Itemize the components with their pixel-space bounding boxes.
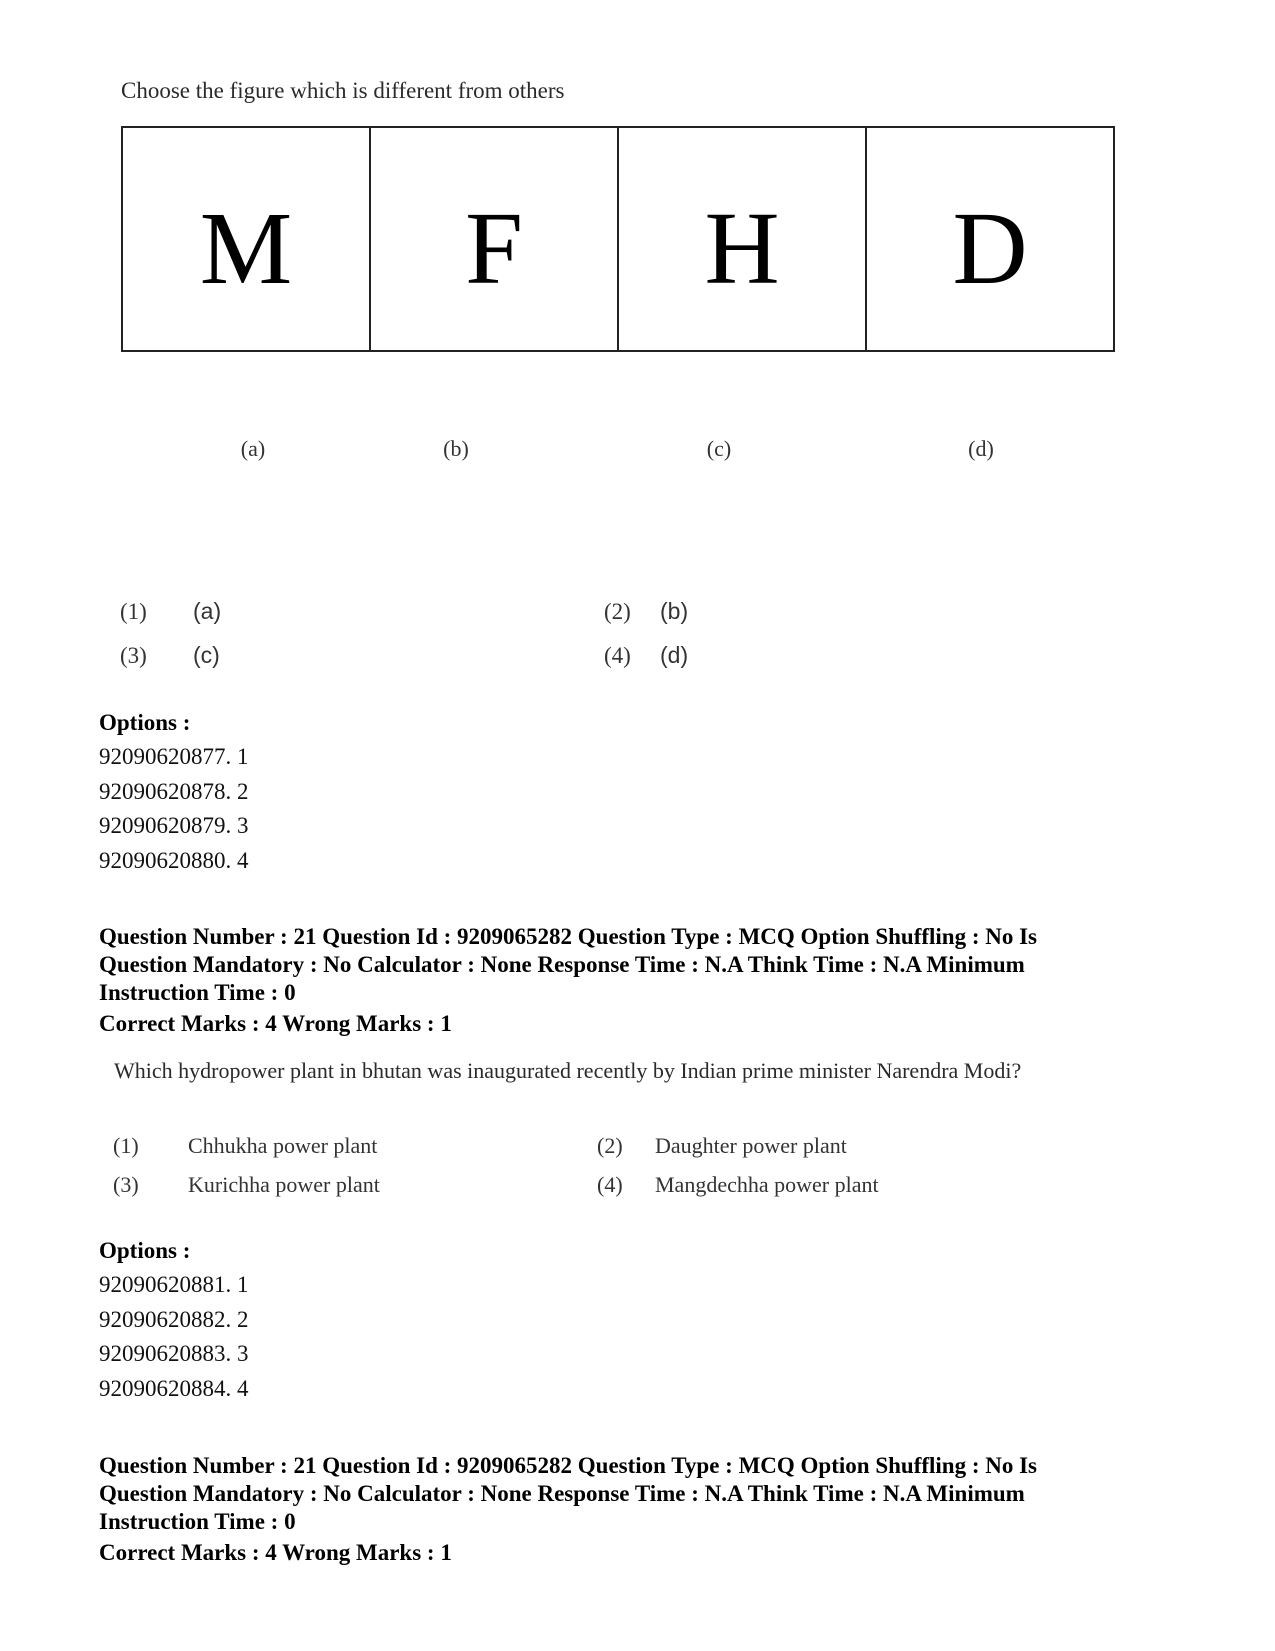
choice-number: (2)	[597, 1133, 623, 1158]
figure-d: D	[952, 191, 1028, 306]
choice-value: Kurichha power plant	[188, 1172, 380, 1197]
option-line: 92090620878. 2	[99, 779, 249, 804]
choice-number: (3)	[120, 643, 147, 668]
choice-number: (4)	[597, 1172, 623, 1197]
question-text: Which hydropower plant in bhutan was inaugurated recently by Indian prime minister Narendra Modi?	[114, 1058, 1022, 1083]
question-marks: Correct Marks : 4 Wrong Marks : 1	[99, 1011, 452, 1036]
figure-label-d: (d)	[968, 436, 994, 461]
choice-value: (b)	[660, 598, 689, 624]
choice-number: (4)	[604, 643, 631, 668]
figure-label-a: (a)	[240, 436, 266, 461]
figure-grid	[121, 126, 1115, 352]
choice-value: Daughter power plant	[655, 1133, 847, 1158]
choice-value: Chhukha power plant	[188, 1133, 378, 1158]
choice-number: (1)	[120, 599, 147, 624]
choice-number: (3)	[113, 1172, 139, 1197]
option-line: 92090620879. 3	[99, 813, 249, 838]
question-meta: Question Number : 21 Question Id : 9209065282 Question Type : MCQ Option Shuffling : No Is Question Mandatory : No Calculator : None Response Time : N.A Think Time : N.A Minimum Instruction Time : 0	[99, 1453, 1038, 1534]
figure-b: F	[371, 128, 619, 350]
option-line: 92090620880. 4	[99, 848, 249, 873]
option-line: 92090620882. 2	[99, 1307, 249, 1332]
choice-number: (1)	[113, 1133, 139, 1158]
choice-value: Mangdechha power plant	[655, 1172, 879, 1197]
options-heading: Options :	[99, 1238, 191, 1263]
choice-value: (d)	[660, 642, 689, 668]
figure-a: M	[123, 128, 371, 350]
option-line: 92090620881. 1	[99, 1272, 249, 1297]
option-line: 92090620884. 4	[99, 1376, 249, 1401]
question-meta: Question Number : 21 Question Id : 9209065282 Question Type : MCQ Option Shuffling : No Is Question Mandatory : No Calculator : None Response Time : N.A Think Time : N.A Minimum Instruction Time : 0	[99, 924, 1038, 1005]
question-prompt: Choose the figure which is different from others	[121, 78, 565, 103]
option-line: 92090620883. 3	[99, 1341, 249, 1366]
options-heading: Options :	[99, 710, 191, 735]
figure-c: H	[619, 128, 867, 350]
choice-value: (a)	[193, 598, 222, 624]
option-line: 92090620877. 1	[99, 744, 249, 769]
choice-value: (c)	[193, 642, 220, 668]
choice-number: (2)	[604, 599, 631, 624]
figure-label-b: (b)	[443, 436, 469, 461]
figure-label-c: (c)	[706, 436, 732, 461]
question-marks: Correct Marks : 4 Wrong Marks : 1	[99, 1540, 452, 1565]
